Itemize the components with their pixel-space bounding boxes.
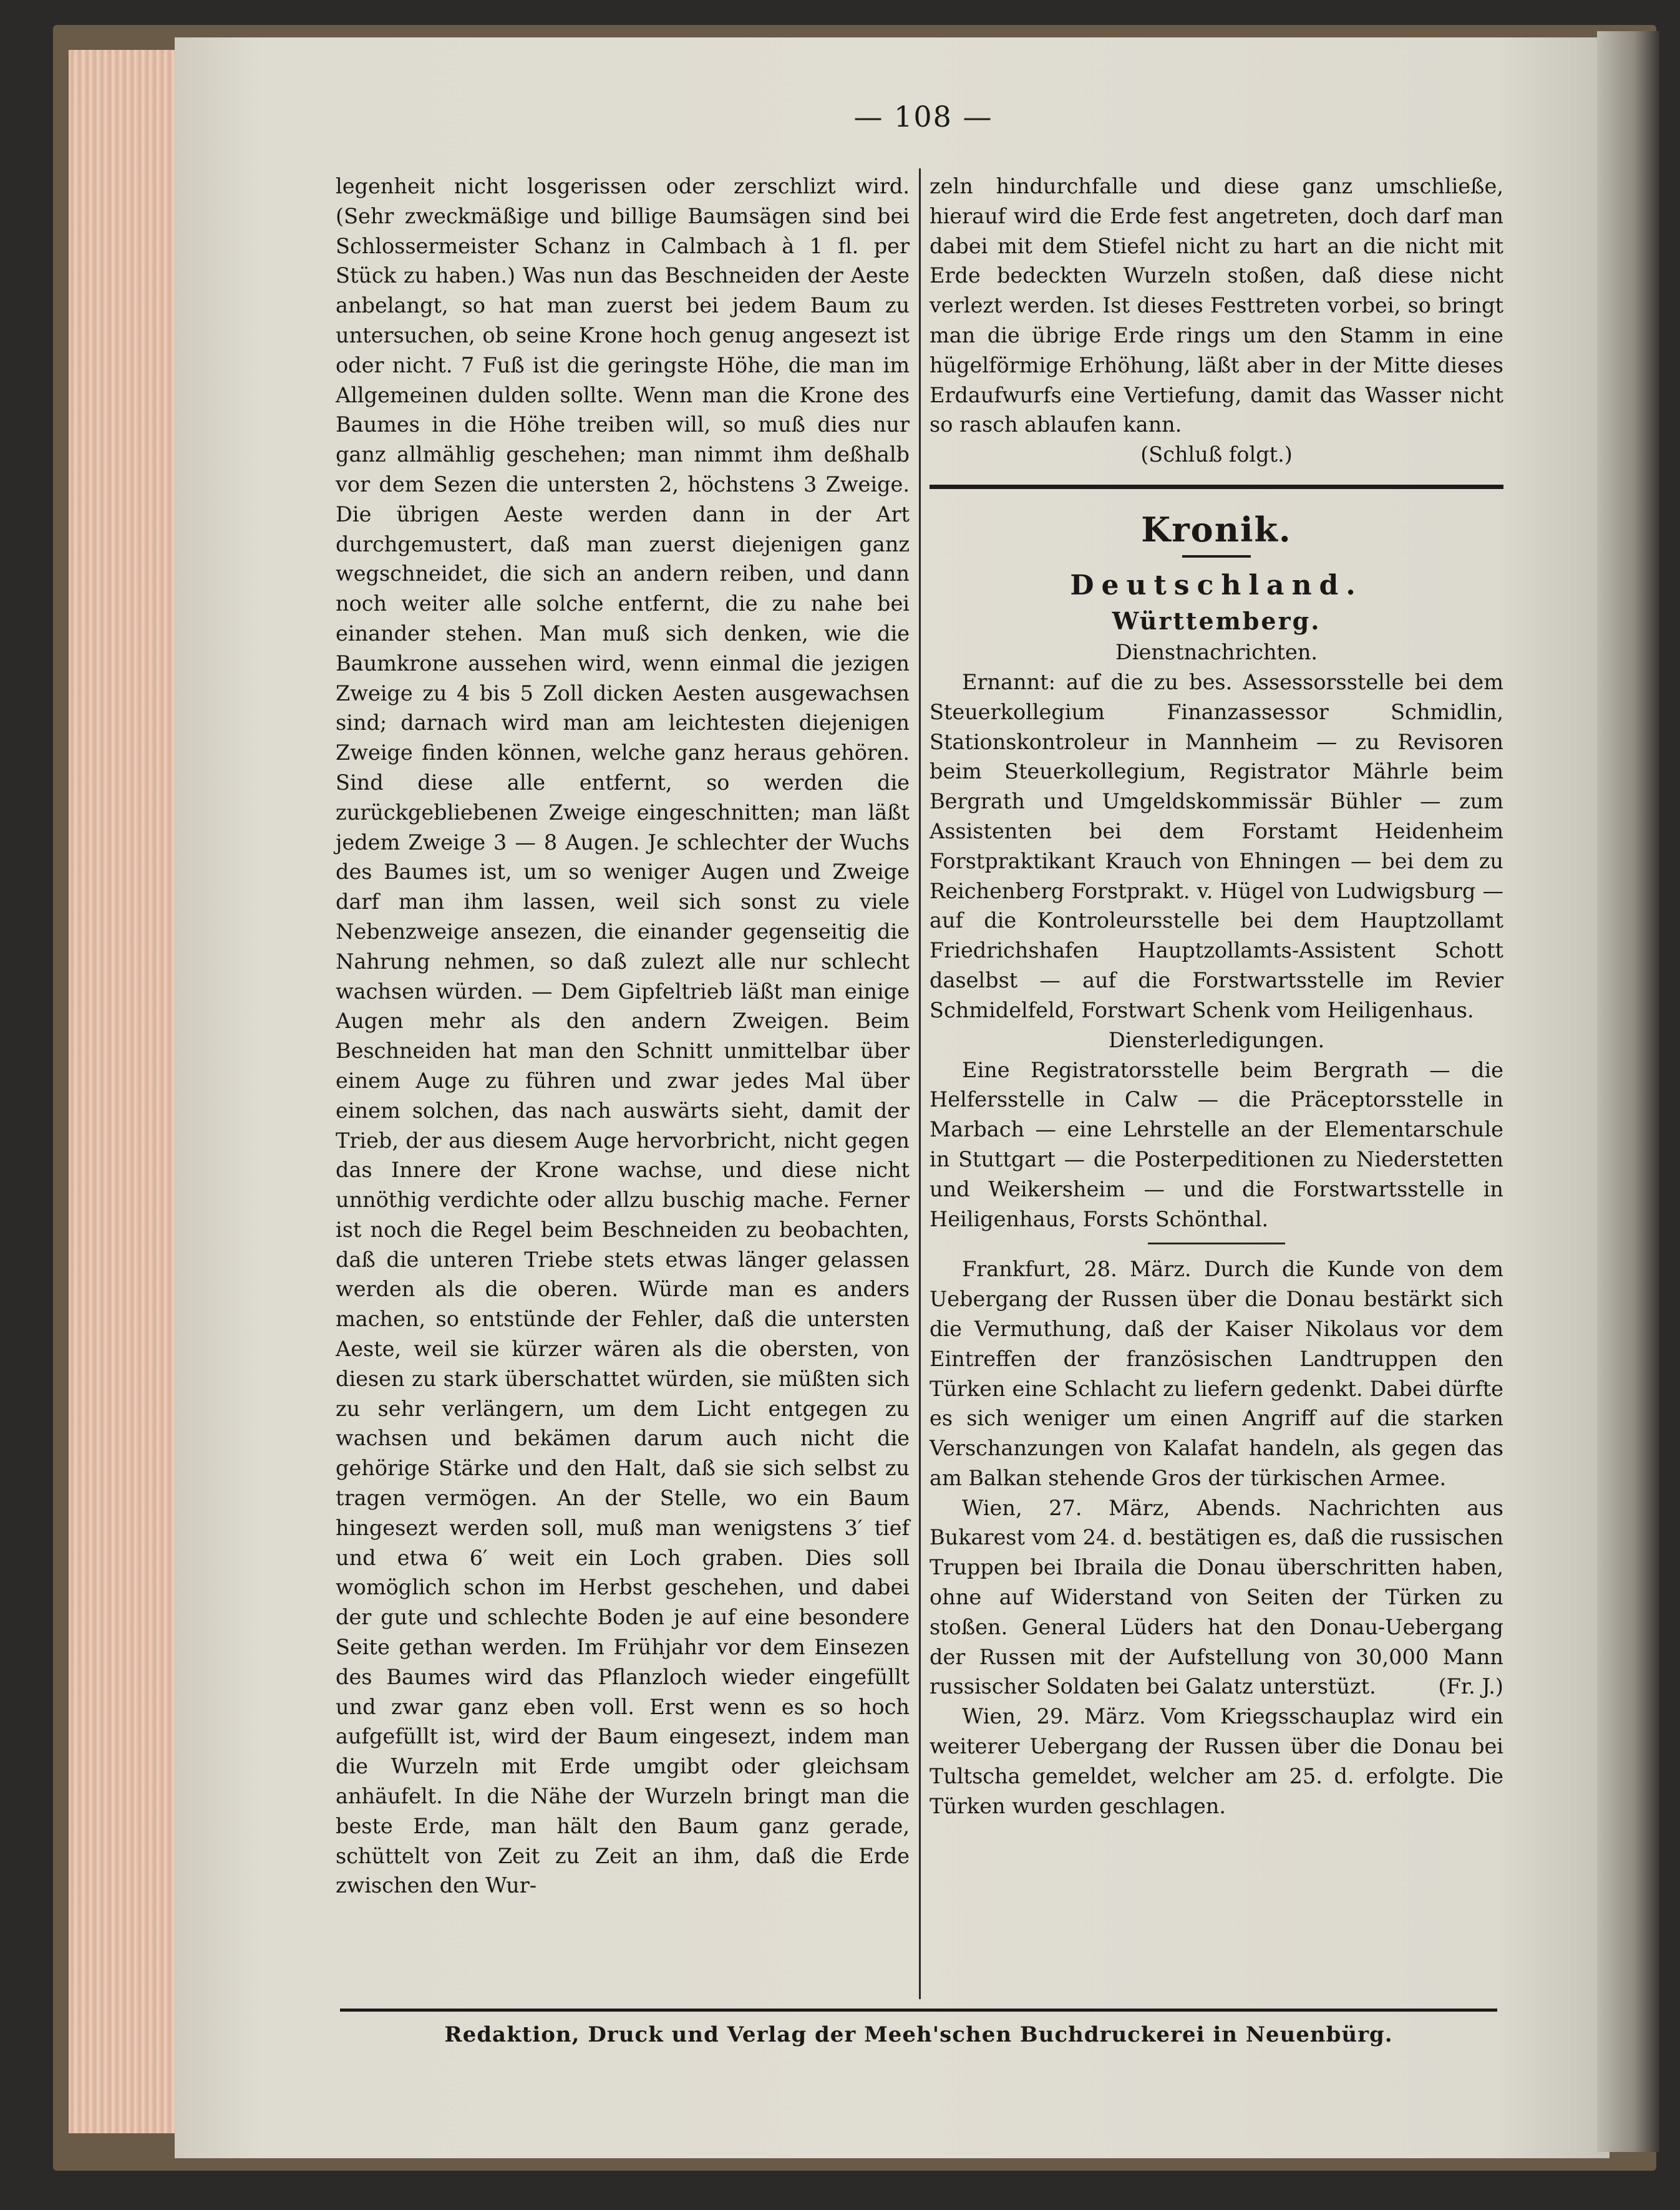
footer-imprint: Redaktion, Druck und Verlag der Meeh'schen Buchdruckerei in Neuenbürg.: [444, 2022, 1393, 2047]
country-heading: Deutschland.: [1070, 569, 1363, 601]
left-column: [336, 172, 910, 1901]
page-edges: [69, 50, 176, 2133]
footer-rule: [340, 2009, 1497, 2012]
section-title: Kronik.: [1141, 509, 1292, 550]
continued-note: (Schluß folgt.): [1140, 442, 1293, 467]
binding-shadow: [1597, 31, 1659, 2152]
news-wien-29: Wien, 29. März. Vom Kriegsschauplaz wird ein weiterer Uebergang der Russen über die Donau bei Tultscha gemeldet, welcher am 25. d. erfolgte. Die Türken wurden geschlagen.: [930, 1704, 1503, 1818]
news-wien-27-source: (Fr. J.): [1438, 1674, 1503, 1699]
news-wien-27-text: Wien, 27. März, Abends. Nachrichten aus Bukarest vom 24. d. bestätigen es, daß die russischen Truppen bei Ibraila die Donau überschritten haben, ohne auf Widerstand von Seiten der Türken zu stoßen. General Lüders hat den Donau-Uebergang der Russen mit der Aufstellung von 30,000 Mann russischer Soldaten bei Galatz unterstüzt.: [930, 1495, 1503, 1699]
title-underline: [1182, 555, 1251, 558]
news-wien-27: [930, 1493, 1503, 1702]
subhead-appointments: Dienstnachrichten.: [1115, 639, 1318, 664]
left-column-text: legenheit nicht losgerissen oder zerschlizt wird. (Sehr zweckmäßige und billige Baumsägen sind bei Schlossermeister Schanz in Calmbach à 1 fl. per Stück zu haben.) Was nun das Beschneiden der Aeste anbelangt, so hat man zuerst bei jedem Baum zu untersuchen, ob seine Krone hoch genug angesezt ist oder nicht. 7 Fuß ist die geringste Höhe, die man im Allgemeinen dulden sollte. Wenn man die Krone des Baumes in die Höhe treiben will, so muß dies nur ganz allmählig geschehen; man nimmt ihm deßhalb vor dem Sezen die untersten 2, höchstens 3 Zweige. Die übrigen Aeste werden dann in der Art durchgemustert, daß man zuerst diejenigen ganz wegschneidet, die sich an andern reiben, und dann noch weiter alle solche entfernt, die zu nahe bei einander stehen. Man muß sich denken, wie die Baumkrone aussehen wird, wenn einmal die jezigen Zweige zu 4 bis 5 Zoll dicken Aesten ausgewachsen sind; darnach wird man am leichtesten diejenigen Zweige finden können, welche ganz heraus gehören. Sind diese alle entfernt, so werden die zurückgebliebenen Zweige eingeschnitten; man läßt jedem Zweige 3 — 8 Augen. Je schlechter der Wuchs des Baumes ist, um so weniger Augen und Zweige darf man ihm lassen, weil sich sonst zu viele Nebenzweige ansezen, die einander gegenseitig die Nahrung nehmen, so daß zulezt alle nur schlecht wachsen würden. — Dem Gipfeltrieb läßt man einige Augen mehr als den andern Zweigen. Beim Beschneiden hat man den Schnitt unmittelbar über einem Auge zu führen und zwar jedes Mal über einem solchen, das nach auswärts sieht, damit der Trieb, der aus diesem Auge hervorbricht, nicht gegen das Innere der Krone wachse, und diese nicht unnöthig verdichte oder allzu buschig mache. Ferner ist noch die Regel beim Beschneiden zu beobachten, daß die unteren Triebe stets etwas länger gelassen werden als die oberen. Würde man es anders machen, so entstünde der Fehler, daß die untersten Aeste, weil sie kürzer wären als die obersten, von diesen zu stark überschattet würden, sie müßten sich zu sehr verlängern, um dem Licht entgegen zu wachsen und bekämen darum auch nicht die gehörige Stärke und den Halt, daß sie sich selbst zu tragen vermögen. An der Stelle, wo ein Baum hingesezt werden soll, muß man wenigstens 3′ tief und etwa 6′ weit ein Loch graben. Dies soll womöglich schon im Herbst geschehen, und dabei der gute und schlechte Boden je auf eine besondere Seite gethan werden. Im Frühjahr vor dem Einsezen des Baumes wird das Pflanzloch wieder eingefüllt und zwar ganz eben voll. Erst wenn es so hoch aufgefüllt ist, wird der Baum eingesezt, indem man die Wurzeln mit Erde umgibt oder gleichsam anhäufelt. In die Nähe der Wurzeln bringt man die beste Erde, man hält den Baum ganz gerade, schüttelt von Zeit zu Zeit an ihm, daß die Erde zwischen den Wur-: [336, 174, 910, 1898]
subhead-vacancies: Diensterledigungen.: [1108, 1027, 1325, 1052]
news-divider: [1148, 1243, 1285, 1244]
region-heading: Württemberg.: [1112, 606, 1321, 635]
news-frankfurt: Frankfurt, 28. März. Durch die Kunde von dem Uebergang der Russen über die Donau bestärkt sich die Vermuthung, daß der Kaiser Nikolaus vor dem Eintreffen der französischen Landtruppen den Türken eine Schlacht zu liefern gedenkt. Dabei dürfte es sich weniger um einen Angriff auf die starken Verschanzungen von Kalafat handeln, als gegen das am Balkan stehende Gros der türkischen Armee.: [930, 1257, 1503, 1490]
column-divider: [919, 168, 921, 1999]
page-number: — 108 —: [853, 100, 993, 133]
article-continuation: zeln hindurchfalle und diese ganz umschließe, hierauf wird die Erde fest angetreten, doch darf man dabei mit dem Stiefel nicht zu hart an die nicht mit Erde bedeckten Wurzeln stoßen, daß diese nicht verlezt werden. Ist dieses Festtreten vorbei, so bringt man die übrige Erde rings um den Stamm in eine hügelförmige Erhöhung, läßt aber in der Mitte dieses Erdaufwurfs eine Vertiefung, damit das Wasser nicht so rasch ablaufen kann.: [930, 174, 1503, 437]
appointments-text: Ernannt: auf die zu bes. Assessorsstelle bei dem Steuerkollegium Finanzassessor Schmidlin, Stationskontroleur in Mannheim — zu Revisoren beim Steuerkollegium, Registrator Mährle beim Bergrath und Umgeldskommissär Bühler — zum Assistenten bei dem Forstamt Heidenheim Forstpraktikant Krauch von Ehningen — bei dem zu Reichenberg Forstprakt. v. Hügel von Ludwigsburg — auf die Kontroleursstelle bei dem Hauptzollamt Friedrichshafen Hauptzollamts-Assistent Schott daselbst — auf die Forstwartsstelle im Revier Schmidelfeld, Forstwart Schenk vom Heiligenhaus.: [930, 669, 1503, 1022]
right-column: [930, 172, 1503, 1821]
section-rule: [930, 485, 1503, 489]
vacancies-text: Eine Registratorsstelle beim Bergrath — die Helfersstelle in Calw — die Präceptorsstelle in Marbach — eine Lehrstelle an der Elementarschule in Stuttgart — die Posterpeditionen zu Niederstetten und Weikersheim — und die Forstwartsstelle in Heiligenhaus, Forsts Schönthal.: [930, 1057, 1503, 1231]
